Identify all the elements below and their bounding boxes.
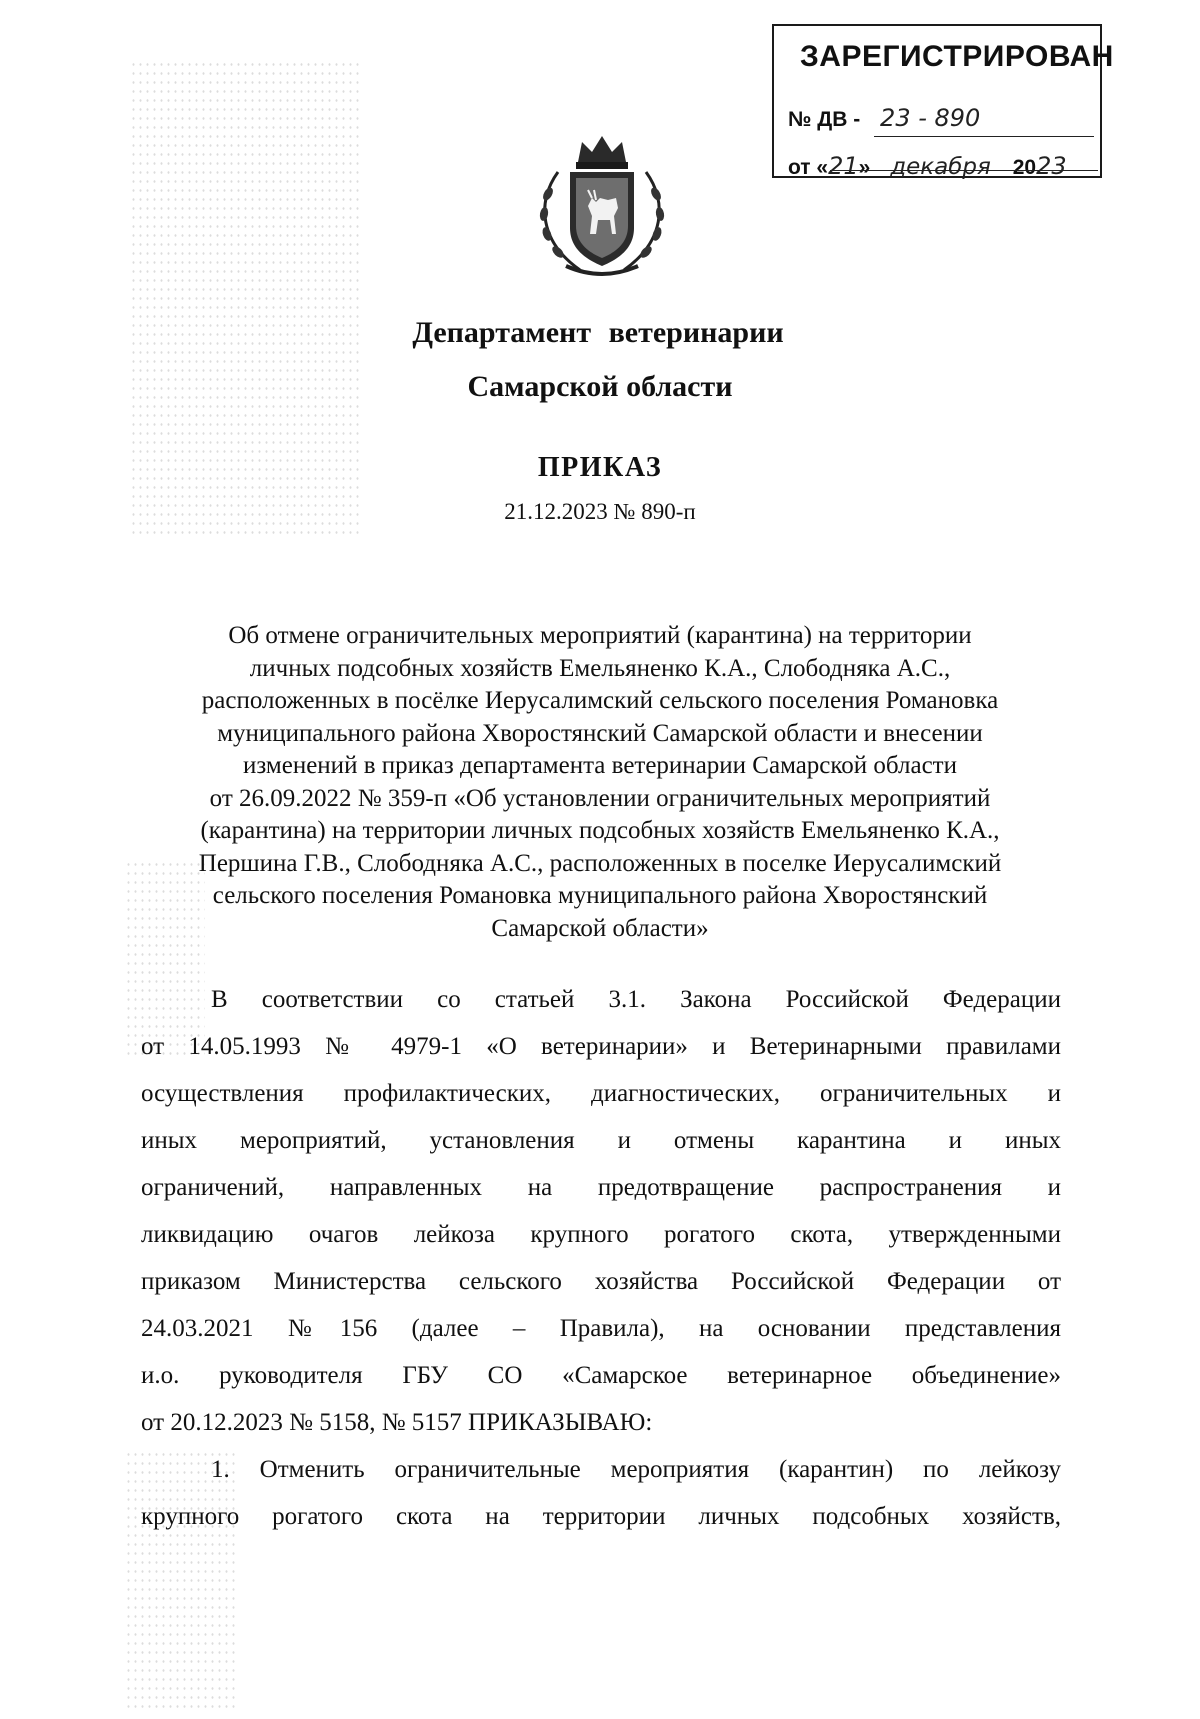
title-line: Першина Г.В., Слободняка А.С., расположенных в поселке Иерусалимский [198,849,1002,877]
paragraph-line: от 20.12.2023 № 5158, № 5157 ПРИКАЗЫВАЮ: [141,1409,653,1436]
stamp-number-value: 23 - 890 [880,104,981,132]
preamble-paragraph [141,976,1061,1540]
title-line: личных подсобных хозяйств Емельяненко К.А., Слободняка А.С., [249,654,951,682]
paragraph-line: 24.03.2021 №156 (далее – Правила), на основании представления [141,1315,1061,1342]
stamp-date-month: декабря [890,154,991,180]
stamp-date-day: 21 [828,152,859,180]
paragraph-line: ограничений, направленных на предотвращение распространения и [141,1174,1061,1201]
paragraph-line: иных мероприятий, установления и отмены карантина и иных [141,1127,1061,1154]
title-line: муниципального района Хворостянский Самарской области и внесении [217,719,983,747]
title-line: Об отмене ограничительных мероприятий (карантина) на территории [228,622,972,649]
document-number: 21.12.2023 № 890-п [504,499,696,524]
title-line: Самарской области» [491,914,709,942]
paragraph-line: и.о. руководителя ГБУ СО «Самарское ветеринарное объединение» [141,1362,1061,1389]
paragraph-line: осуществления профилактических, диагностических, ограничительных и [141,1080,1061,1107]
stamp-date-year-prefix: 20 [1012,156,1037,179]
organization-name-line1: Департамент ветеринарии [412,316,784,349]
title-line: от 26.09.2022 № 359-п «Об установлении ограничительных мероприятий [209,784,991,812]
order-title [120,620,1080,945]
stamp-date-year-suffix: 23 [1036,152,1067,180]
stamp-number-prefix: № ДВ - [788,108,861,131]
title-line: сельского поселения Романовка муниципального района Хворостянский [212,882,988,909]
document-type: ПРИКАЗ [537,452,663,483]
stamp-number-row [788,104,980,132]
stamp-date-mid: » [858,156,871,179]
paragraph-line: от 14.05.1993 № 4979-1 «О ветеринарии» и Ветеринарными правилами [141,1033,1061,1060]
title-line: расположенных в посёлке Иерусалимский сельского поселения Романовка [201,687,999,714]
samara-region-coat-of-arms-icon [530,132,674,282]
paragraph-line: В соответствии со статьей 3.1. Закона Российской Федерации [211,986,1061,1013]
title-line: изменений в приказ департамента ветеринарии Самарской области [243,752,957,779]
paragraph-line: 1. Отменить ограничительные мероприятия (карантин) по лейкозу [211,1456,1061,1483]
title-line: (карантина) на территории личных подсобных хозяйств Емельяненко К.А., [200,817,1000,844]
paragraph-line: ликвидацию очагов лейкоза крупного рогатого скота, утвержденными [141,1221,1061,1248]
paragraph-line: приказом Министерства сельского хозяйства Российской Федерации от [141,1268,1061,1295]
stamp-title: ЗАРЕГИСТРИРОВАН [800,40,1114,73]
organization-name-line2: Самарской области [467,370,733,403]
stamp-date-row [788,152,1067,180]
registration-stamp [772,24,1114,180]
paragraph-line: крупного рогатого скота на территории личных подсобных хозяйств, [141,1503,1061,1530]
stamp-date-prefix: от « [788,156,829,179]
